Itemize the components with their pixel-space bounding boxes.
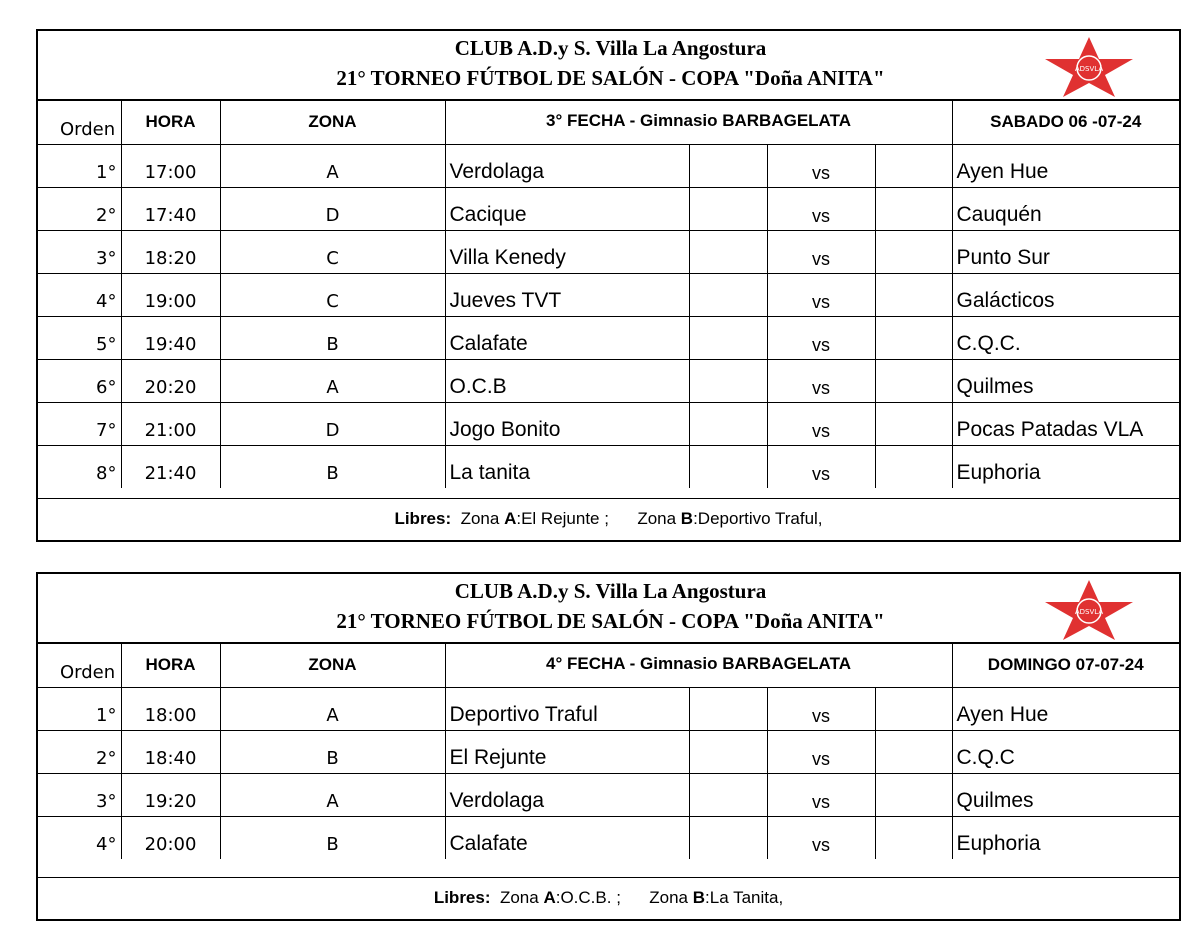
away-score-cell [875,144,952,187]
home-team: Verdolaga [445,144,689,187]
away-team: Punto Sur [952,230,1179,273]
match-time: 20:00 [121,816,220,859]
fixture-header [38,574,1179,644]
home-score-cell [689,687,767,730]
home-team: O.C.B [445,359,689,402]
versus-label: vs [767,402,875,445]
club-title: CLUB A.D.y S. Villa La Angostura [454,579,767,603]
zona-word: Zona [460,509,500,528]
schedule-grid [38,644,1179,859]
away-team: Ayen Hue [952,687,1179,730]
away-score-cell [875,402,952,445]
home-score-cell [689,445,767,488]
match-row [38,816,1179,859]
away-team: C.Q.C [952,730,1179,773]
home-team: Calafate [445,316,689,359]
zona-word: Zona [637,509,677,528]
away-score-cell [875,273,952,316]
match-time: 21:00 [121,402,220,445]
home-score-cell [689,273,767,316]
libres-label: Libres: [394,509,452,528]
away-score-cell [875,687,952,730]
match-row [38,773,1179,816]
home-score-cell [689,187,767,230]
match-time: 17:40 [121,187,220,230]
away-score-cell [875,816,952,859]
match-zone: D [220,402,445,445]
match-row [38,445,1179,488]
versus-label: vs [767,144,875,187]
col-orden-header: Orden [60,661,116,683]
home-team: Jogo Bonito [445,402,689,445]
fixture-header [38,31,1179,101]
match-time: 18:40 [121,730,220,773]
away-team: Pocas Patadas VLA [952,402,1179,445]
away-team: Cauquén [952,187,1179,230]
match-row [38,402,1179,445]
versus-label: vs [767,445,875,488]
column-header-row [38,101,1179,144]
zona-a-free-team: :O.C.B. ; [555,888,621,907]
home-score-cell [689,816,767,859]
away-team: Quilmes [952,359,1179,402]
club-title: CLUB A.D.y S. Villa La Angostura [454,36,767,60]
fixture-table-fecha-3 [36,29,1181,542]
match-row [38,187,1179,230]
home-score-cell [689,144,767,187]
versus-label: vs [767,230,875,273]
fixture-table-fecha-4 [36,572,1181,921]
home-team: El Rejunte [445,730,689,773]
match-zone: B [220,816,445,859]
home-team: Calafate [445,816,689,859]
match-row [38,273,1179,316]
col-zona-header: ZONA [220,101,445,144]
away-team: Ayen Hue [952,144,1179,187]
home-score-cell [689,773,767,816]
match-zone: B [220,316,445,359]
match-zone: B [220,730,445,773]
versus-label: vs [767,316,875,359]
away-team: Euphoria [952,445,1179,488]
match-order: 4° [38,273,121,316]
home-score-cell [689,359,767,402]
home-score-cell [689,402,767,445]
match-order: 1° [38,144,121,187]
away-score-cell [875,359,952,402]
home-score-cell [689,230,767,273]
match-zone: C [220,273,445,316]
match-order: 8° [38,445,121,488]
zona-b-free-team: :La Tanita, [705,888,784,907]
match-row [38,316,1179,359]
match-zone: A [220,773,445,816]
tournament-title: 21° TORNEO FÚTBOL DE SALÓN - COPA "Doña ANITA" [336,609,885,633]
away-score-cell [875,730,952,773]
match-row [38,730,1179,773]
home-team: Deportivo Traful [445,687,689,730]
away-score-cell [875,230,952,273]
match-order: 2° [38,187,121,230]
match-zone: D [220,187,445,230]
match-zone: C [220,230,445,273]
versus-label: vs [767,187,875,230]
match-order: 1° [38,687,121,730]
versus-label: vs [767,730,875,773]
zona-a-free-team: :El Rejunte ; [516,509,609,528]
tournament-title: 21° TORNEO FÚTBOL DE SALÓN - COPA "Doña ANITA" [336,66,885,90]
match-order: 4° [38,816,121,859]
zona-b-letter: B [680,509,694,528]
col-orden-header: Orden [60,118,116,140]
match-zone: A [220,144,445,187]
match-time: 19:20 [121,773,220,816]
match-row [38,230,1179,273]
column-header-row [38,644,1179,687]
away-team: C.Q.C. [952,316,1179,359]
match-order: 7° [38,402,121,445]
match-row [38,359,1179,402]
away-score-cell [875,316,952,359]
home-team: Villa Kenedy [445,230,689,273]
versus-label: vs [767,773,875,816]
match-zone: B [220,445,445,488]
match-time: 20:20 [121,359,220,402]
match-time: 19:40 [121,316,220,359]
match-time: 19:00 [121,273,220,316]
zona-b-letter: B [692,888,706,907]
logo-lettering: ADSVLA [1074,65,1104,73]
versus-label: vs [767,687,875,730]
away-team: Quilmes [952,773,1179,816]
match-order: 3° [38,230,121,273]
match-zone: A [220,359,445,402]
libres-footer [38,877,1179,919]
match-order: 6° [38,359,121,402]
zona-b-free-team: :Deportivo Traful, [693,509,823,528]
date-header: DOMINGO 07-07-24 [952,644,1179,687]
home-team: Verdolaga [445,773,689,816]
match-order: 5° [38,316,121,359]
versus-label: vs [767,359,875,402]
match-time: 18:20 [121,230,220,273]
versus-label: vs [767,273,875,316]
col-hora-header: HORA [121,644,220,687]
home-score-cell [689,730,767,773]
home-team: Cacique [445,187,689,230]
match-row [38,144,1179,187]
match-time: 17:00 [121,144,220,187]
match-order: 2° [38,730,121,773]
libres-label: Libres: [433,888,491,907]
match-row [38,687,1179,730]
zona-a-letter: A [543,888,556,907]
fecha-header: 4° FECHA - Gimnasio BARBAGELATA [445,644,952,687]
versus-label: vs [767,816,875,859]
fecha-header: 3° FECHA - Gimnasio BARBAGELATA [445,101,952,144]
home-score-cell [689,316,767,359]
match-zone: A [220,687,445,730]
away-team: Euphoria [952,816,1179,859]
match-time: 21:40 [121,445,220,488]
club-star-logo-icon [1043,578,1135,642]
libres-footer [38,498,1179,540]
logo-lettering: ADSVLA [1074,608,1104,616]
match-order: 3° [38,773,121,816]
col-zona-header: ZONA [220,644,445,687]
home-team: Jueves TVT [445,273,689,316]
zona-word: Zona [649,888,689,907]
match-time: 18:00 [121,687,220,730]
away-team: Galácticos [952,273,1179,316]
home-team: La tanita [445,445,689,488]
date-header: SABADO 06 -07-24 [952,101,1179,144]
club-star-logo-icon [1043,35,1135,99]
schedule-grid [38,101,1179,488]
zona-word: Zona [499,888,539,907]
zona-a-letter: A [504,509,517,528]
col-hora-header: HORA [121,101,220,144]
away-score-cell [875,187,952,230]
away-score-cell [875,773,952,816]
away-score-cell [875,445,952,488]
